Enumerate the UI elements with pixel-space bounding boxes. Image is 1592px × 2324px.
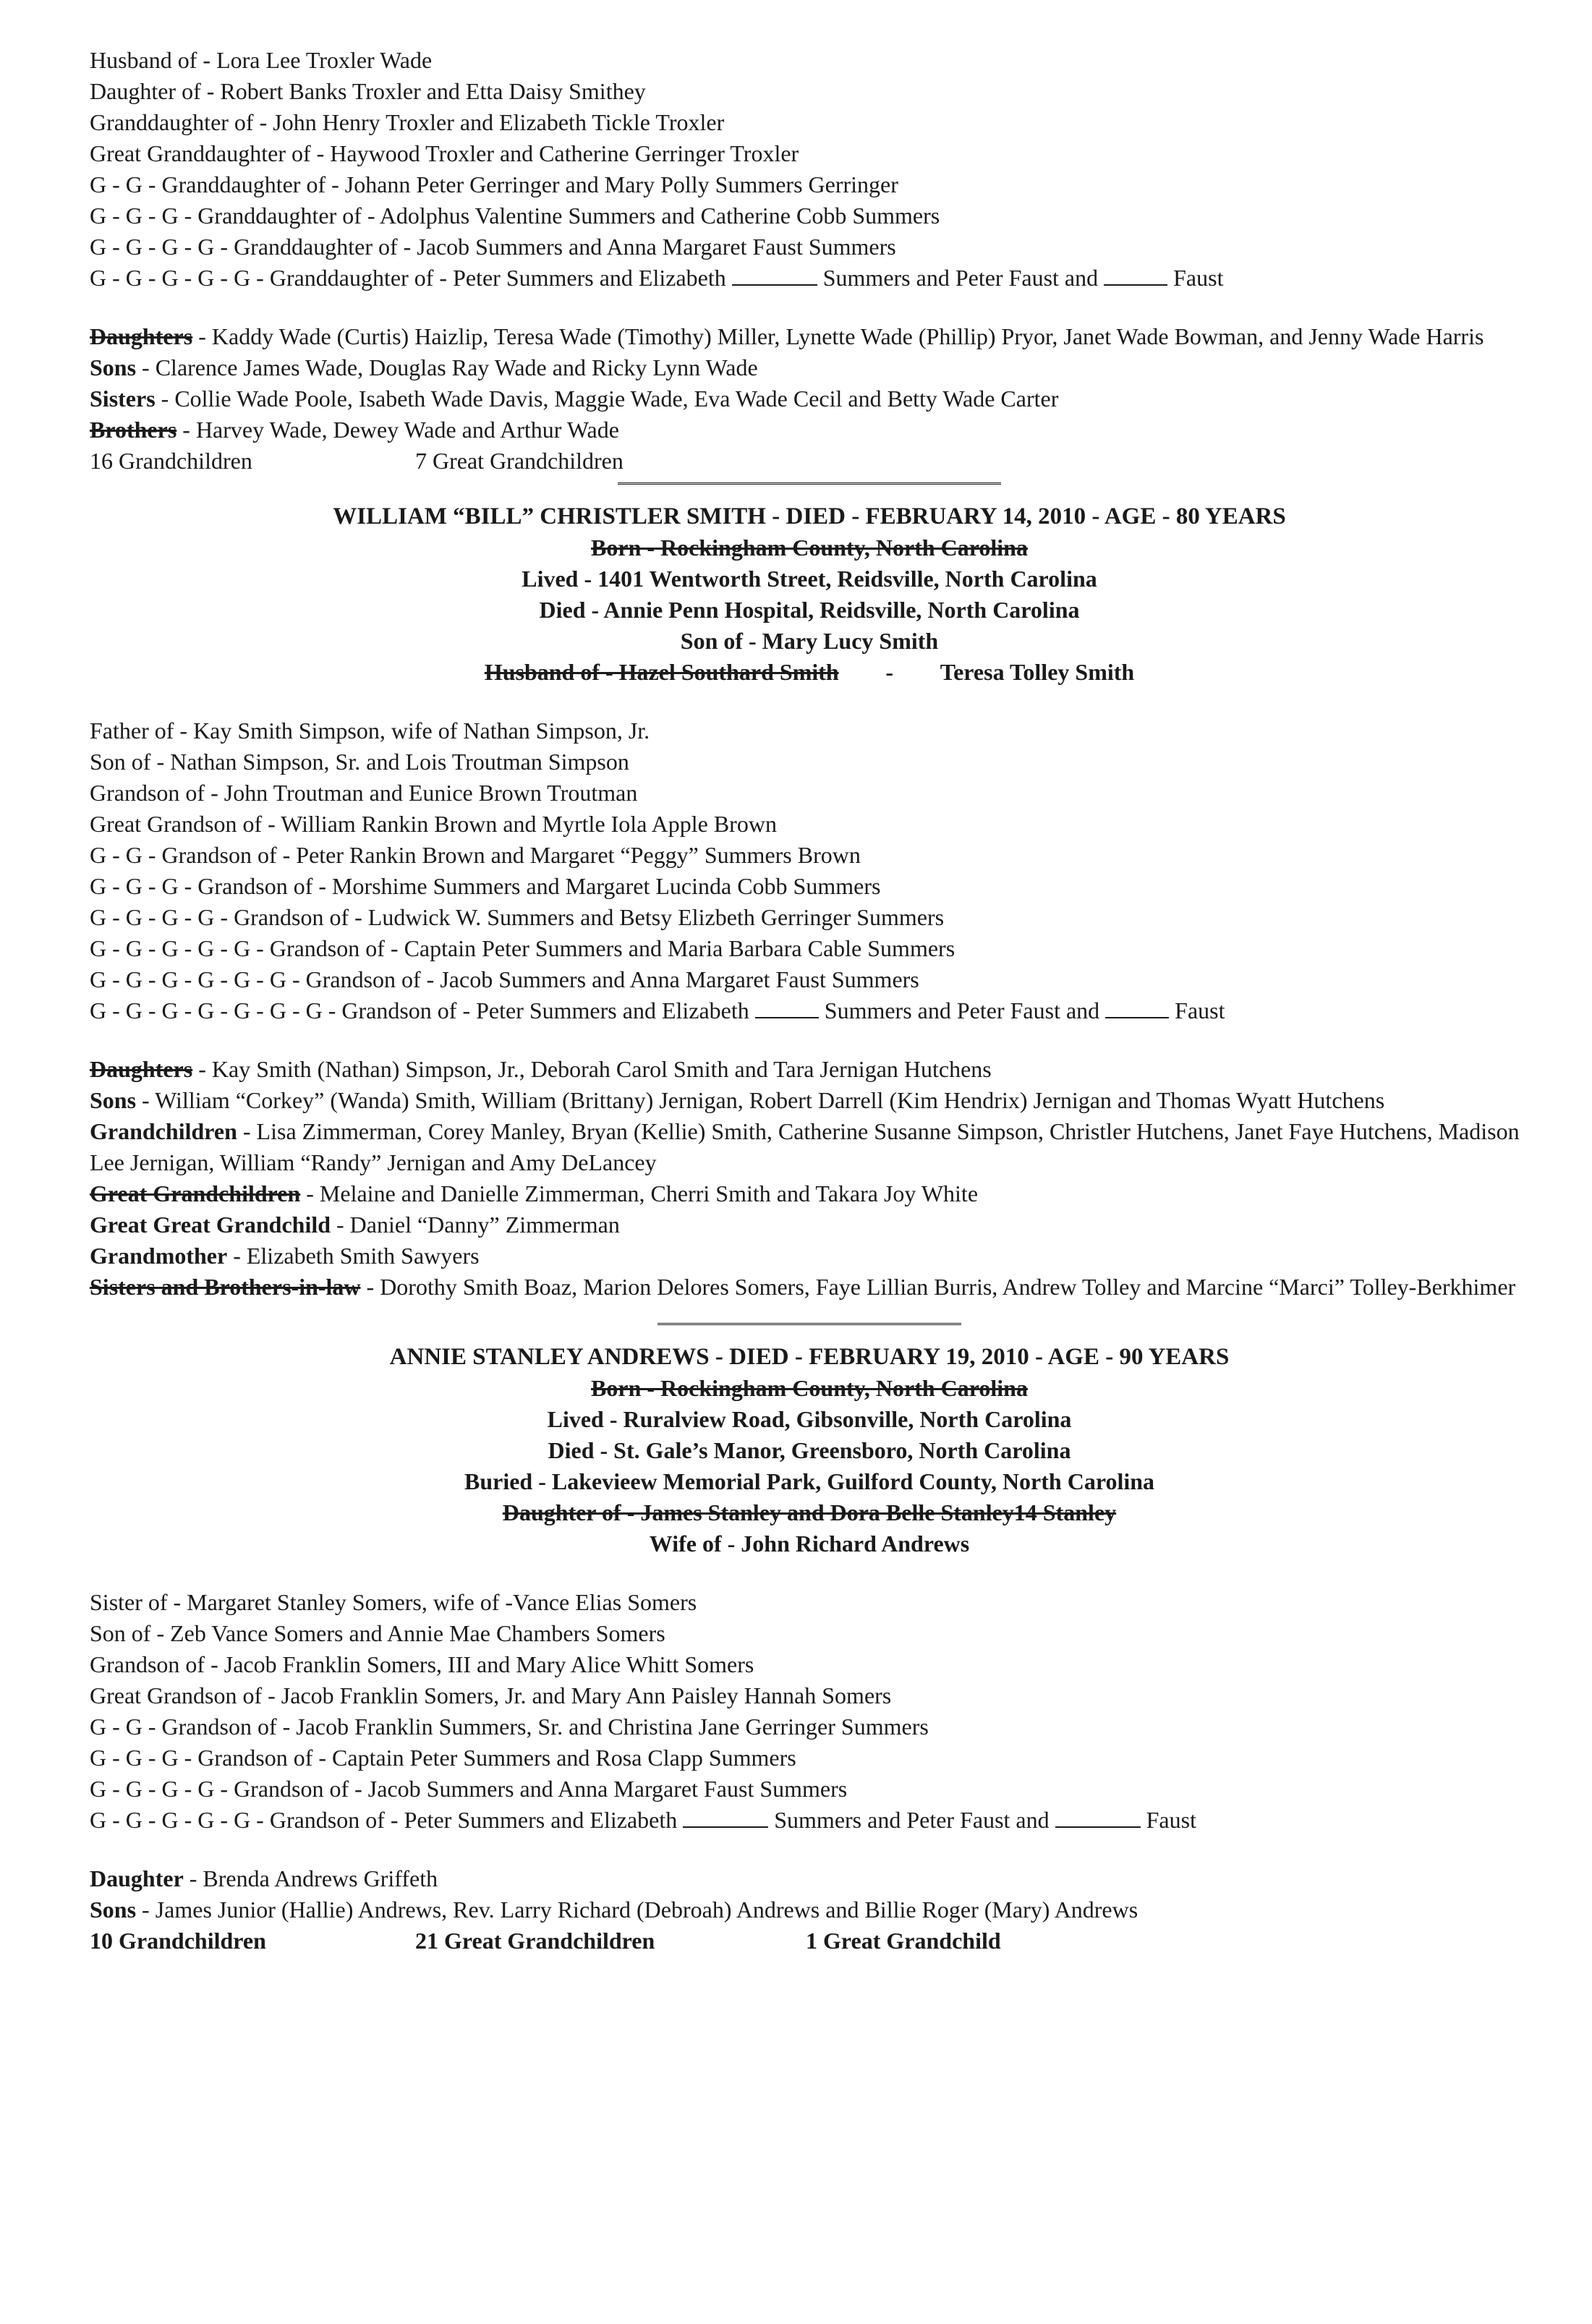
genealogy-line: Grandson of - Jacob Franklin Somers, III and Mary Alice Whitt Somers (90, 1651, 754, 1677)
family-line: Daughter - Brenda Andrews Griffeth (90, 1865, 438, 1891)
record-header-line: Lived - 1401 Wentworth Street, Reidsville, North Carolina (522, 566, 1097, 592)
record-header-line: Born - Rockingham County, North Carolina (591, 1375, 1028, 1401)
genealogy-line: Father of - Kay Smith Simpson, wife of Nathan Simpson, Jr. (90, 718, 650, 744)
genealogy-line: G - G - Grandson of - Jacob Franklin Summers, Sr. and Christina Jane Gerringer Summers (90, 1714, 929, 1740)
genealogy-line: Son of - Zeb Vance Somers and Annie Mae Chambers Somers (90, 1620, 665, 1646)
blank-line (1105, 995, 1169, 1018)
section-divider (90, 482, 1529, 488)
genealogy-line: G - G - Granddaughter of - Johann Peter Gerringer and Mary Polly Summers Gerringer (90, 171, 898, 197)
smith-record (90, 501, 1529, 1303)
record-header-line: Died - St. Gale’s Manor, Greensboro, North Carolina (548, 1437, 1071, 1463)
family-line: Sisters and Brothers-in-law - Dorothy Smith Boaz, Marion Delores Somers, Faye Lillian Burris, Andrew Tolley and Marcine “Marci” Tolley-Berkhimer (90, 1274, 1516, 1300)
family-line: Sisters - Collie Wade Poole, Isabeth Wade Davis, Maggie Wade, Eva Wade Cecil and Betty Wade Carter (90, 386, 1059, 412)
genealogy-line: G - G - G - Granddaughter of - Adolphus Valentine Summers and Catherine Cobb Summers (90, 203, 940, 229)
genealogy-line: G - G - Grandson of - Peter Rankin Brown and Margaret “Peggy” Summers Brown (90, 842, 861, 868)
genealogy-line: G - G - G - G - Grandson of - Ludwick W. Summers and Betsy Elizbeth Gerringer Summers (90, 904, 945, 930)
genealogy-line: G - G - G - G - G - Grandson of - Captain Peter Summers and Maria Barbara Cable Summers (90, 935, 955, 961)
record-header-line: Lived - Ruralview Road, Gibsonville, North Carolina (547, 1406, 1072, 1432)
blank-line (755, 995, 819, 1018)
genealogy-line: Son of - Nathan Simpson, Sr. and Lois Troutman Simpson (90, 749, 629, 775)
document-content (90, 45, 1529, 1957)
genealogy-line: Great Grandson of - Jacob Franklin Somers, Jr. and Mary Ann Paisley Hannah Somers (90, 1682, 892, 1708)
blank-line (1104, 263, 1167, 286)
family-line: Grandchildren - Lisa Zimmerman, Corey Manley, Bryan (Kellie) Smith, Catherine Susanne Simpson, Christler Hutchens, Janet Faye Hutchens, Madison Lee Jernigan, William “Randy” Jernigan and Amy DeLancey (90, 1118, 1520, 1175)
andrews-record (90, 1341, 1529, 1957)
genealogy-line: Great Grandson of - William Rankin Brown and Myrtle Iola Apple Brown (90, 811, 777, 837)
genealogy-line: Grandson of - John Troutman and Eunice Brown Troutman (90, 780, 638, 806)
family-line: Sons - James Junior (Hallie) Andrews, Rev. Larry Richard (Debroah) Andrews and Billie Roger (Mary) Andrews (90, 1897, 1138, 1923)
genealogy-line: G - G - G - Grandson of - Captain Peter Summers and Rosa Clapp Summers (90, 1745, 796, 1771)
genealogy-line: Husband of - Lora Lee Troxler Wade (90, 47, 433, 73)
genealogy-line: Daughter of - Robert Banks Troxler and Etta Daisy Smithey (90, 78, 646, 104)
genealogy-line: Granddaughter of - John Henry Troxler and Elizabeth Tickle Troxler (90, 109, 725, 135)
grandchildren-count-row: 10 Grandchildren 21 Great Grandchildren 1 Great Grandchild (90, 1928, 1001, 1954)
record-header-line: Born - Rockingham County, North Carolina (591, 535, 1028, 561)
top-record (90, 45, 1529, 477)
genealogy-line: G - G - G - G - Grandson of - Jacob Summers and Anna Margaret Faust Summers (90, 1776, 848, 1802)
grandchildren-count-row: 16 Grandchildren 7 Great Grandchildren (90, 448, 623, 474)
family-line: Grandmother - Elizabeth Smith Sawyers (90, 1243, 480, 1269)
blank-line (732, 263, 817, 286)
record-header-line: Buried - Lakevieew Memorial Park, Guilford County, North Carolina (464, 1468, 1155, 1494)
blank-line (1055, 1805, 1141, 1828)
genealogy-line-with-blanks: G - G - G - G - G - G - G - Grandson of - Peter Summers and Elizabeth Summers and Peter Faust and Faust (90, 995, 1529, 1026)
genealogy-line-with-blanks: G - G - G - G - G - Granddaughter of - Peter Summers and Elizabeth Summers and Peter Faust and Faust (90, 263, 1529, 294)
family-line: Sons - Clarence James Wade, Douglas Ray Wade and Ricky Lynn Wade (90, 354, 758, 380)
record-header-line: Daughter of - James Stanley and Dora Belle Stanley14 Stanley (502, 1499, 1117, 1525)
record-header-line: Wife of - John Richard Andrews (649, 1531, 970, 1557)
family-line: Sons - William “Corkey” (Wanda) Smith, William (Brittany) Jernigan, Robert Darrell (Kim Hendrix) Jernigan and Thomas Wyatt Hutchens (90, 1087, 1385, 1113)
family-line: Daughters - Kay Smith (Nathan) Simpson, Jr., Deborah Carol Smith and Tara Jernigan Hutchens (90, 1056, 992, 1082)
record-header-line: Son of - Mary Lucy Smith (680, 628, 939, 654)
record-title: WILLIAM “BILL” CHRISTLER SMITH - DIED - FEBRUARY 14, 2010 - AGE - 80 YEARS (333, 503, 1286, 529)
husband-line: Husband of - Hazel Southard Smith - Teresa Tolley Smith (484, 659, 1135, 685)
genealogy-line: Great Granddaughter of - Haywood Troxler and Catherine Gerringer Troxler (90, 140, 799, 166)
family-line: Brothers - Harvey Wade, Dewey Wade and Arthur Wade (90, 417, 619, 443)
genealogy-line: G - G - G - Grandson of - Morshime Summers and Margaret Lucinda Cobb Summers (90, 873, 881, 899)
genealogy-line: G - G - G - G - G - G - Grandson of - Jacob Summers and Anna Margaret Faust Summers (90, 966, 919, 992)
family-line: Great Grandchildren - Melaine and Danielle Zimmerman, Cherri Smith and Takara Joy White (90, 1180, 979, 1206)
section-divider (90, 1323, 1529, 1328)
genealogy-line: G - G - G - G - Granddaughter of - Jacob Summers and Anna Margaret Faust Summers (90, 234, 896, 260)
family-line: Great Great Grandchild - Daniel “Danny” Zimmerman (90, 1212, 620, 1238)
family-line: Daughters - Kaddy Wade (Curtis) Haizlip, Teresa Wade (Timothy) Miller, Lynette Wade (Phillip) Pryor, Janet Wade Bowman, and Jenny Wade Harris (90, 323, 1484, 349)
record-header-line: Died - Annie Penn Hospital, Reidsville, North Carolina (539, 597, 1080, 623)
genealogy-line: Sister of - Margaret Stanley Somers, wife of -Vance Elias Somers (90, 1589, 697, 1615)
record-title: ANNIE STANLEY ANDREWS - DIED - FEBRUARY 19, 2010 - AGE - 90 YEARS (389, 1344, 1230, 1370)
blank-line (683, 1805, 768, 1828)
genealogy-line-with-blanks: G - G - G - G - G - Grandson of - Peter Summers and Elizabeth Summers and Peter Faust and Faust (90, 1805, 1529, 1836)
